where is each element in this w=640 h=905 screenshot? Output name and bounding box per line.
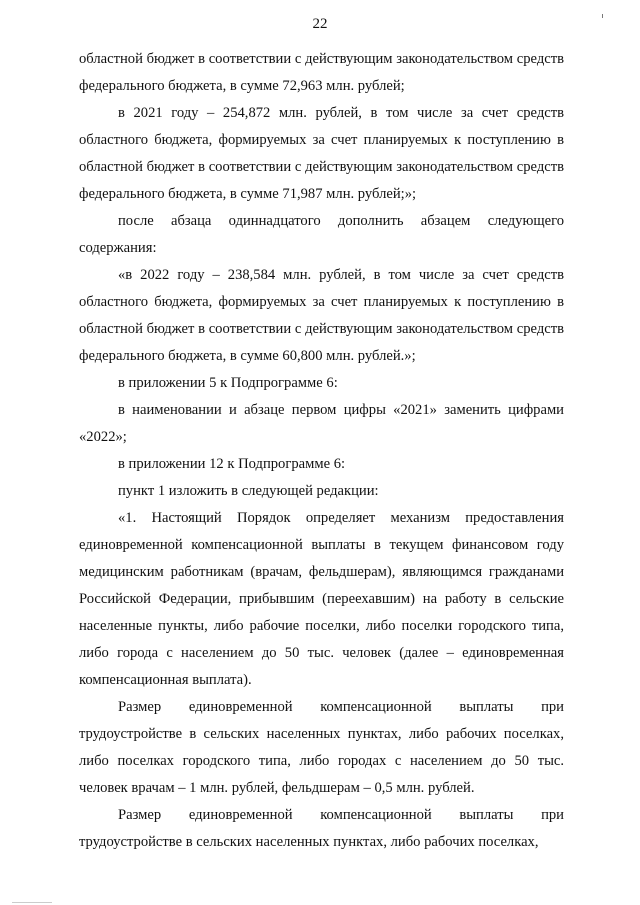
paragraph: в приложении 5 к Подпрограмме 6:	[118, 375, 338, 391]
paragraph: в приложении 12 к Подпрограмме 6:	[118, 456, 346, 472]
paragraph: «1. Настоящий Порядок определяет механизм предоставления единовременной компенсационной выплаты в текущем финансовом году медицинским работникам (врачам, фельдшерам), являющимся гражданами Российской Федерации, прибывшим (переехавшим) на работу в сельские населенные пункты, либо рабочие поселки, либо поселки городского типа, либо города с населением до 50 тыс. человек (далее – единовременная компенсационная выплата).	[79, 510, 564, 688]
paragraph: пункт 1 изложить в следующей редакции:	[118, 483, 379, 499]
paragraph: Размер единовременной компенсационной выплаты при трудоустройстве в сельских населенных пунктах, либо рабочих поселках,	[79, 807, 564, 850]
body-text	[79, 46, 564, 856]
paragraph: Размер единовременной компенсационной выплаты при трудоустройстве в сельских населенных пунктах, либо рабочих поселках, либо поселках городского типа, либо городах с населением до 50 тыс. человек врачам – 1 млн. рублей, фельдшерам – 0,5 млн. рублей.	[79, 699, 564, 796]
page-number: 22	[312, 16, 328, 32]
paragraph: «в 2022 году – 238,584 млн. рублей, в том числе за счет средств областного бюджета, формируемых за счет планируемых к поступлению в областной бюджет в соответствии с действующим законодательством средств федерального бюджета, в сумме 60,800 млн. рублей.»;	[79, 267, 564, 364]
paragraph: в 2021 году – 254,872 млн. рублей, в том числе за счет средств областного бюджета, формируемых за счет планируемых к поступлению в областной бюджет в соответствии с действующим законодательством средств федерального бюджета, в сумме 71,987 млн. рублей;»;	[79, 105, 564, 202]
paragraph: в наименовании и абзаце первом цифры «2021» заменить цифрами «2022»;	[79, 402, 564, 445]
paragraph: областной бюджет в соответствии с действующим законодательством средств федерального бюджета, в сумме 72,963 млн. рублей;	[79, 51, 564, 94]
scan-edge	[12, 902, 52, 903]
paragraph: после абзаца одиннадцатого дополнить абзацем следующего содержания:	[79, 213, 564, 256]
